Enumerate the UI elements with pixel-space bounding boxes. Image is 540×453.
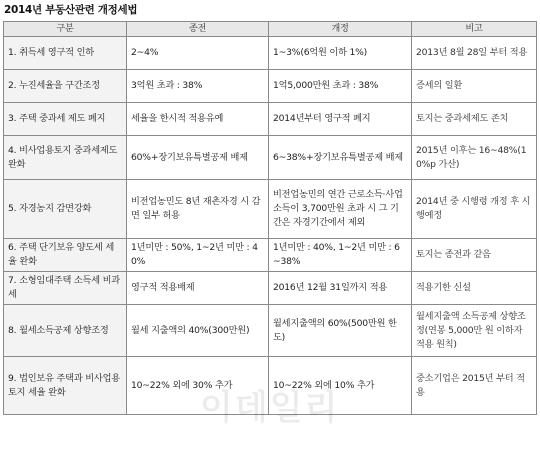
table-row <box>4 239 537 272</box>
row-before: 60%+장기보유특별공제 배제 <box>127 136 269 180</box>
table-row <box>4 70 537 103</box>
row-before: 3억원 초과 : 38% <box>127 70 269 103</box>
row-item: 7. 소형임대주택 소득세 비과세 <box>4 272 127 305</box>
row-after: 10~22% 외에 10% 추가 <box>269 357 412 415</box>
row-note: 중소기업은 2015년 부터 적용 <box>412 357 537 415</box>
row-item: 1. 취득세 영구적 인하 <box>4 37 127 70</box>
row-after: 2016년 12월 31일까지 적용 <box>269 272 412 305</box>
header-category: 구분 <box>4 22 127 37</box>
table-row <box>4 357 537 415</box>
row-after: 2014년부터 영구적 폐지 <box>269 103 412 136</box>
table-row <box>4 305 537 357</box>
row-before: 영구적 적용배제 <box>127 272 269 305</box>
row-note: 적용기한 신설 <box>412 272 537 305</box>
row-note: 증세의 일환 <box>412 70 537 103</box>
header-after: 개정 <box>269 22 412 37</box>
row-before: 1년미만 : 50%, 1~2년 미만 : 40% <box>127 239 269 272</box>
header-note: 비고 <box>412 22 537 37</box>
table-row <box>4 136 537 180</box>
row-note: 월세지출액 소득공제 상향조정(연봉 5,000만 원 이하자 적용 원칙) <box>412 305 537 357</box>
row-note: 토지는 중과세제도 존치 <box>412 103 537 136</box>
tax-revision-table <box>3 21 537 415</box>
table-row <box>4 180 537 239</box>
row-before: 세율을 한시적 적용유예 <box>127 103 269 136</box>
row-before: 월세 지출액의 40%(300만원) <box>127 305 269 357</box>
header-row <box>4 22 537 37</box>
row-before: 비전업농민도 8년 재촌자경 시 감면 일부 허용 <box>127 180 269 239</box>
row-before: 10~22% 외에 30% 추가 <box>127 357 269 415</box>
row-before: 2~4% <box>127 37 269 70</box>
table-row <box>4 103 537 136</box>
row-item: 8. 월세소득공제 상향조정 <box>4 305 127 357</box>
row-item: 5. 자경농지 감면강화 <box>4 180 127 239</box>
row-after: 월세지출액의 60%(500만원 한도) <box>269 305 412 357</box>
row-item: 3. 주택 중과세 제도 폐지 <box>4 103 127 136</box>
row-after: 1년미만 : 40%, 1~2년 미만 : 6~38% <box>269 239 412 272</box>
row-item: 9. 법인보유 주택과 비사업용토지 세율 완화 <box>4 357 127 415</box>
row-after: 6~38%+장기보유특별공제 배제 <box>269 136 412 180</box>
header-before: 종전 <box>127 22 269 37</box>
row-after: 비전업농민의 연간 근로소득·사업소득이 3,700만원 초과 시 그 기간은 자경기간에서 제외 <box>269 180 412 239</box>
watermark-logo: 이데일리 <box>200 388 340 428</box>
row-after: 1~3%(6억원 이하 1%) <box>269 37 412 70</box>
row-item: 2. 누진세율을 구간조정 <box>4 70 127 103</box>
table-title: 2014년 부동산관련 개정세법 <box>4 4 138 16</box>
row-note: 2013년 8월 28일 부터 적용 <box>412 37 537 70</box>
row-item: 4. 비사업용토지 중과세제도 완화 <box>4 136 127 180</box>
row-item: 6. 주택 단기보유 양도세 세율 완화 <box>4 239 127 272</box>
row-note: 2015년 이후는 16~48%(10%p 가산) <box>412 136 537 180</box>
row-note: 2014년 중 시행령 개정 후 시행예정 <box>412 180 537 239</box>
table-row <box>4 37 537 70</box>
row-note: 토지는 종전과 같음 <box>412 239 537 272</box>
table-row <box>4 272 537 305</box>
row-after: 1억5,000만원 초과 : 38% <box>269 70 412 103</box>
